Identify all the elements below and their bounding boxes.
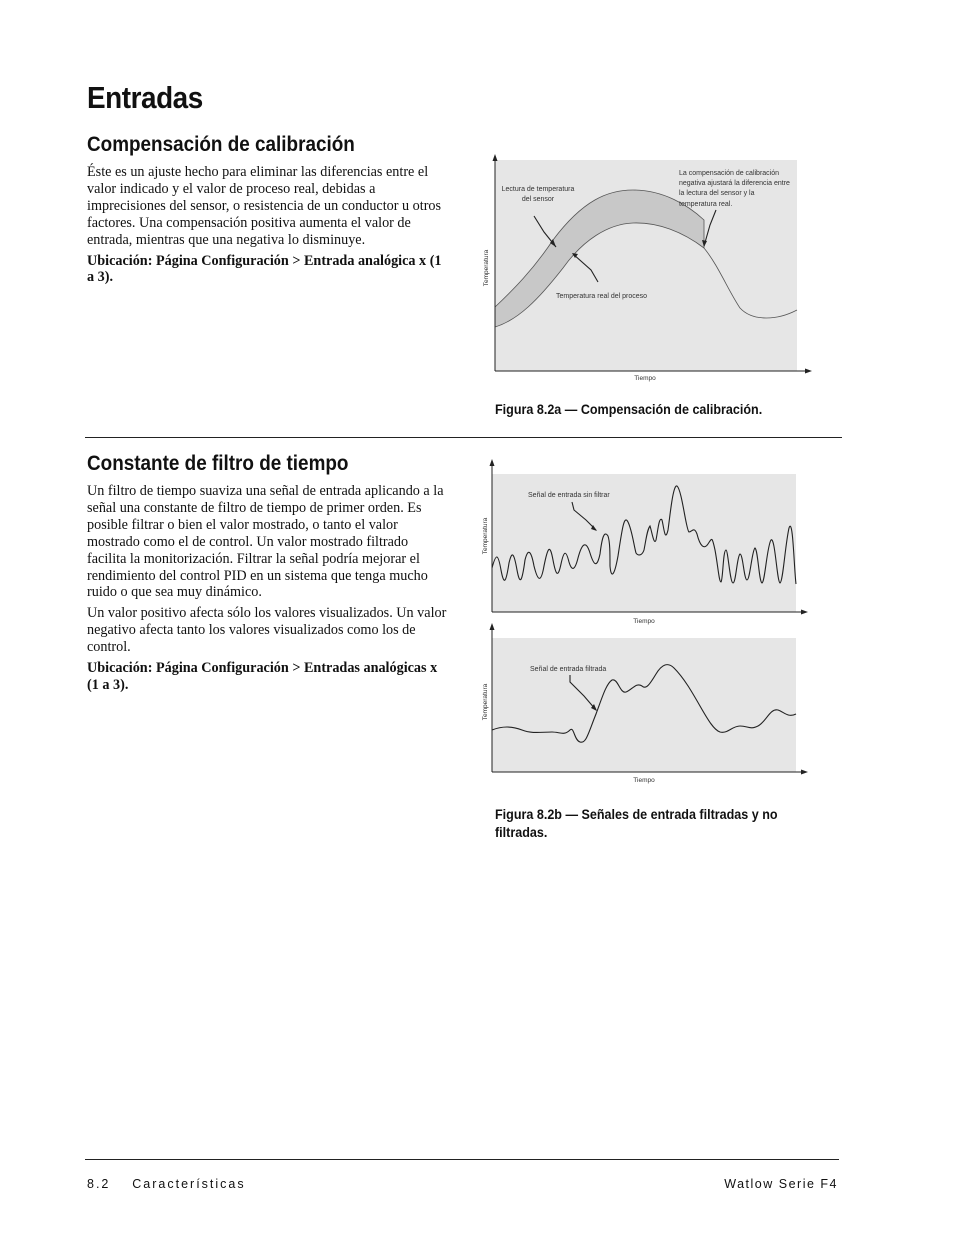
figure-filtered-signal — [478, 622, 818, 788]
label-note-line4: temperatura real. — [679, 201, 733, 208]
filter-location: Ubicación: Página Configuración > Entradas analógicas x (1 a 3). — [87, 660, 438, 693]
label-unfiltered: Señal de entrada sin filtrar — [528, 492, 610, 499]
label-note-line1: La compensación de calibración — [679, 170, 780, 177]
section-heading-calibration: Compensación de calibración — [87, 133, 355, 156]
page-title: Entradas — [87, 80, 203, 115]
label-note-line3: la lectura del sensor y la — [679, 190, 755, 197]
bottom-y-axis-label: Temperatura — [482, 683, 489, 721]
footer-product-name: Watlow Serie F4 — [724, 1177, 838, 1191]
label-sensor-line2: del sensor — [521, 196, 555, 203]
label-filtered: Señal de entrada filtrada — [530, 666, 607, 673]
footer-rule — [85, 1159, 839, 1160]
figure-unfiltered-signal — [478, 458, 818, 628]
filter-paragraph-1: Un filtro de tiempo suaviza una señal de entrada aplicando a la señal una constante de filtro de tiempo de primer orden. Es posible filtrar o bien el valor mostrado, o tanto el valor mostrado como el de control. Un valor mostrado filtrado facilita la monitorización. Filtrar la señal podría mejorar el rendimiento del control PID en un sistema que tenga mucho ruido o que sea muy dinámico. — [87, 483, 444, 601]
section-body-filter — [87, 483, 449, 698]
calibration-paragraph: Éste es un ajuste hecho para eliminar las diferencias entre el valor indicado y el valor de proceso real, debidas a imprecisiones del sensor, o resistencia de un conductor u otros factores. Una compensación positiva aumenta el valor de entrada, mientras que una negativa lo disminuye. — [87, 164, 442, 248]
x-axis-arrow — [801, 610, 808, 615]
y-axis-arrow — [493, 154, 498, 161]
y-axis-label: Temperatura — [483, 249, 490, 287]
label-note-line2: negativa ajustará la diferencia entre — [679, 180, 790, 187]
y-axis-arrow — [490, 623, 495, 630]
section-heading-filter: Constante de filtro de tiempo — [87, 452, 349, 475]
section-divider — [85, 437, 842, 438]
footer-section-label: 8.2 Características — [87, 1177, 246, 1191]
label-sensor-line1: Lectura de temperatura — [501, 186, 575, 193]
filter-paragraph-2: Un valor positivo afecta sólo los valores visualizados. Un valor negativo afecta tanto los valores visualizados como los de control. — [87, 605, 447, 656]
bottom-x-axis-label: Tiempo — [633, 777, 655, 784]
top-x-axis-label: Tiempo — [633, 618, 655, 625]
y-axis-arrow — [490, 459, 495, 466]
calibration-location: Ubicación: Página Configuración > Entrada analógica x (1 a 3). — [87, 252, 442, 286]
section-body-calibration — [87, 164, 449, 290]
figure-caption-filter: Figura 8.2b — Señales de entrada filtradas y no filtradas. — [495, 807, 778, 840]
x-axis-arrow — [801, 770, 808, 775]
figure-calibration-offset — [478, 150, 818, 386]
figure-caption-calibration: Figura 8.2a — Compensación de calibración. — [495, 402, 763, 417]
label-real-temperature: Temperatura real del proceso — [556, 293, 648, 300]
plot-background — [492, 638, 796, 772]
x-axis-label: Tiempo — [634, 375, 656, 382]
x-axis-arrow — [805, 369, 812, 374]
top-y-axis-label: Temperatura — [482, 517, 489, 555]
